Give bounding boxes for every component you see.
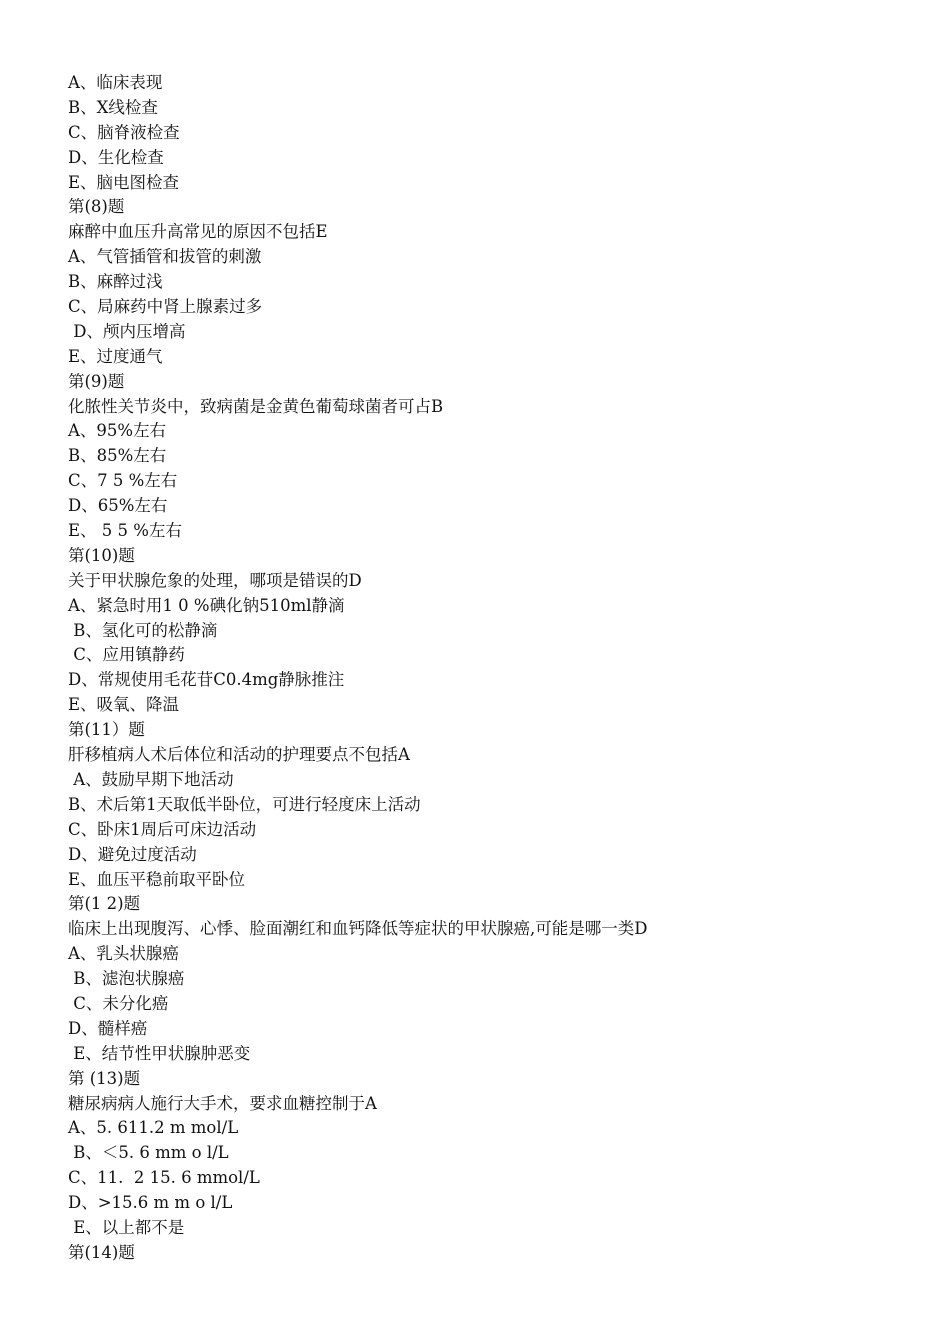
text-line: B、氢化可的松静滴 xyxy=(68,620,218,640)
text-line: A、鼓励早期下地活动 xyxy=(68,769,234,789)
text-line: D、颅内压增高 xyxy=(68,321,186,341)
text-line: D、常规使用毛花苷C0.4mg静脉推注 xyxy=(68,670,345,690)
text-line: B、术后第1天取低半卧位，可进行轻度床上活动 xyxy=(68,794,421,814)
text-line: A、5. 611.2 m mol/L xyxy=(68,1118,239,1138)
text-line: A、乳头状腺癌 xyxy=(68,944,179,964)
question-heading: 第(11）题 xyxy=(68,720,145,740)
text-line: C、应用镇静药 xyxy=(68,645,185,665)
text-line: E、以上都不是 xyxy=(68,1217,185,1237)
question-heading: 第(9)题 xyxy=(68,371,125,391)
question-heading: 第 (13)题 xyxy=(68,1068,141,1088)
text-line: C、局麻药中肾上腺素过多 xyxy=(68,297,263,317)
text-line: A、紧急时用1 0 %碘化钠510ml静滴 xyxy=(68,595,345,615)
text-line: D、髓样癌 xyxy=(68,1018,148,1038)
question-heading: 第(1 2)题 xyxy=(68,894,141,914)
text-line: D、>15.6 m m o l/L xyxy=(68,1193,233,1213)
text-line: D、65%左右 xyxy=(68,496,168,516)
text-line: E、结节性甲状腺肿恶变 xyxy=(68,1043,251,1063)
text-line: C、11. 2 15. 6 mmol/L xyxy=(68,1168,260,1188)
text-line: A、临床表现 xyxy=(68,73,163,92)
text-line: E、脑电图检查 xyxy=(68,172,180,192)
text-line: C、未分化癌 xyxy=(68,993,169,1013)
document-page xyxy=(68,71,928,1266)
text-line: A、气管插管和拔管的刺激 xyxy=(68,247,262,267)
question-text: 肝移植病人术后体位和活动的护理要点不包括A xyxy=(68,745,410,765)
text-line: C、7 5 %左右 xyxy=(68,471,178,491)
text-line: E、吸氧、降温 xyxy=(68,695,180,715)
question-text: 临床上出现腹泻、心悸、脸面潮红和血钙降低等症状的甲状腺癌,可能是哪一类D xyxy=(68,919,648,939)
question-heading: 第(14)题 xyxy=(68,1242,135,1262)
question-text: 麻醉中血压升高常见的原因不包括E xyxy=(68,222,328,242)
question-heading: 第(8)题 xyxy=(68,197,125,217)
text-line: C、卧床1周后可床边活动 xyxy=(68,819,257,839)
text-line: D、避免过度活动 xyxy=(68,844,197,864)
text-line: E、 5 5 %左右 xyxy=(68,521,182,541)
text-line: E、血压平稳前取平卧位 xyxy=(68,869,246,889)
text-line: D、生化检查 xyxy=(68,147,164,167)
text-line: C、脑脊液检查 xyxy=(68,122,180,142)
text-line: E、过度通气 xyxy=(68,346,163,366)
question-text: 关于甲状腺危象的处理，哪项是错误的D xyxy=(68,570,362,590)
question-text: 糖尿病病人施行大手术，要求血糖控制于A xyxy=(68,1093,377,1113)
text-line: B、X线检查 xyxy=(68,97,158,117)
text-line: B、麻醉过浅 xyxy=(68,272,163,292)
question-text: 化脓性关节炎中，致病菌是金黄色葡萄球菌者可占B xyxy=(68,396,444,416)
question-heading: 第(10)题 xyxy=(68,545,135,565)
text-line: B、滤泡状腺癌 xyxy=(68,969,185,989)
text-line: B、85%左右 xyxy=(68,446,167,466)
text-line: B、＜5. 6 mm o l/L xyxy=(68,1143,229,1163)
text-line: A、95%左右 xyxy=(68,421,167,441)
